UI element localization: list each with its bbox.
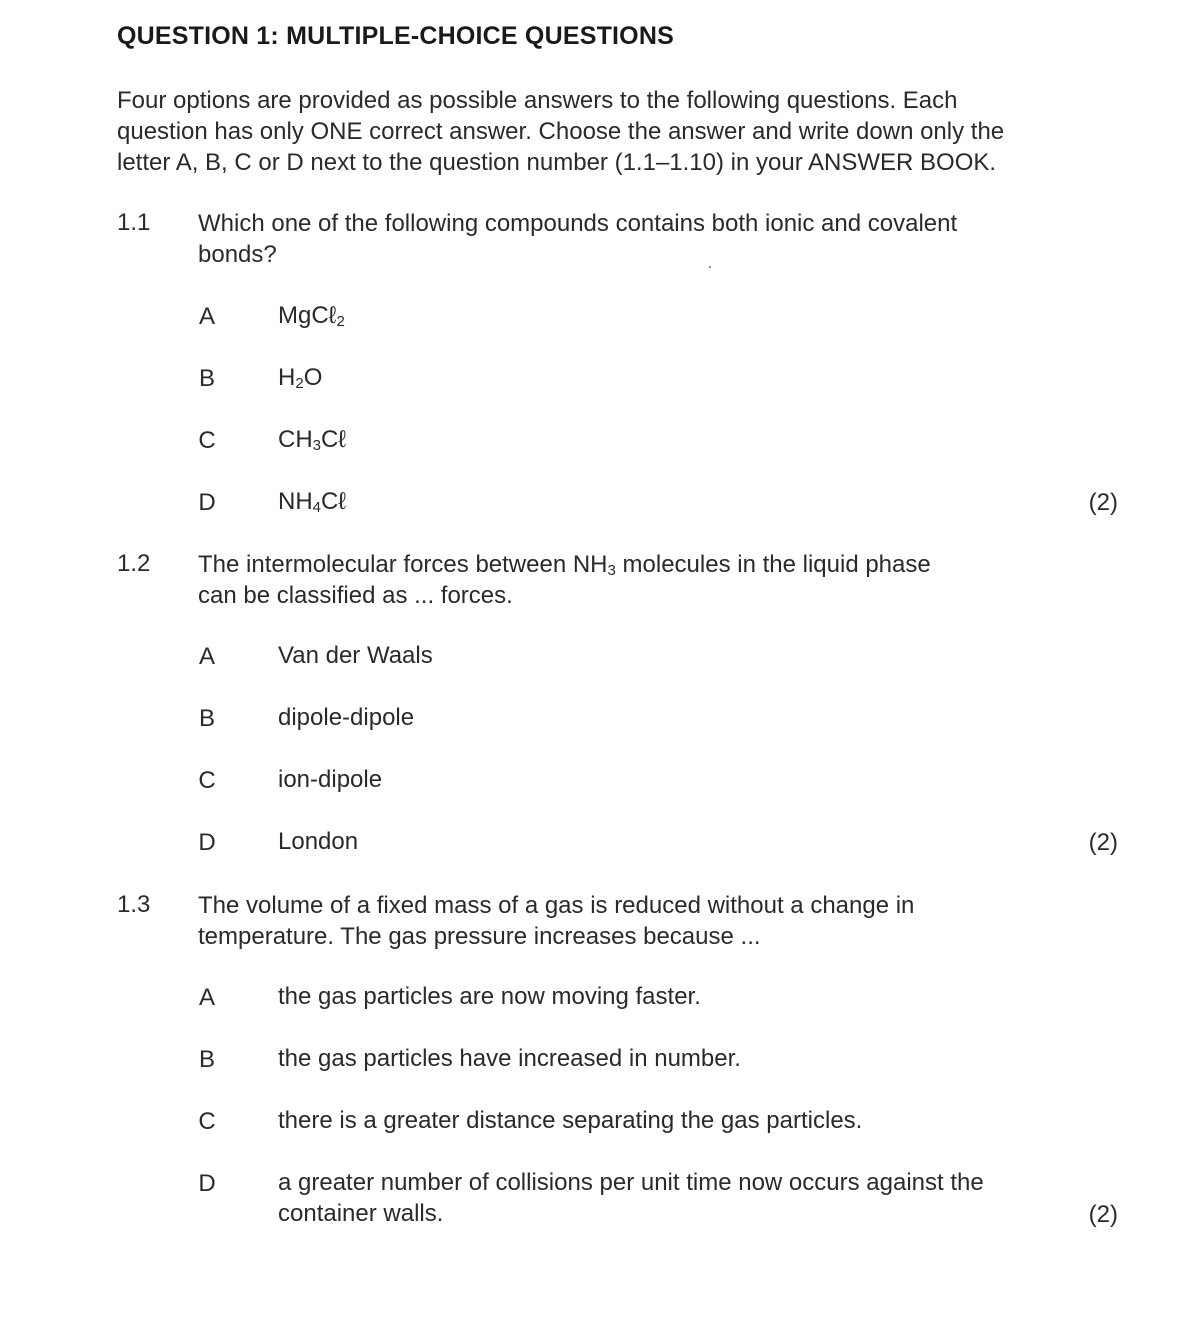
q1-2-marks: (2) — [1088, 829, 1118, 856]
question-1-2-line-2: can be classified as ... forces. — [198, 582, 513, 609]
question-1-3-line-1: The volume of a fixed mass of a gas is reduced without a change in — [198, 892, 915, 919]
q1-2-option-c-letter: C — [198, 767, 216, 794]
q1-2-option-d-text: London — [278, 828, 359, 855]
q1-1-option-d-text: $NH_4C\ell$ — [278, 488, 347, 516]
q1-1-option-b-letter: B — [198, 365, 215, 392]
section-heading: QUESTION 1: MULTIPLE-CHOICE QUESTIONS — [117, 22, 674, 50]
q1-3-option-d-letter: D — [198, 1170, 216, 1197]
q1-3-option-a-letter: A — [198, 984, 215, 1011]
q1-3-option-d-line-1: a greater number of collisions per unit time now occurs against the — [278, 1169, 984, 1196]
question-1-1-stem — [198, 208, 1098, 270]
q1-2-option-a-text: Van der Waals — [278, 642, 433, 669]
q1-3-option-c-text: there is a greater distance separating the gas particles. — [278, 1107, 863, 1134]
scan-speck — [709, 266, 711, 268]
q1-3-marks: (2) — [1088, 1201, 1118, 1228]
question-1-2-line-1: The intermolecular forces between $NH_3$ molecules in the liquid phase — [198, 551, 931, 579]
question-1-3-line-2: temperature. The gas pressure increases because ... — [198, 923, 761, 950]
q1-3-option-d-line-2: container walls. — [278, 1200, 444, 1227]
instructions-line-2: question has only ONE correct answer. Choose the answer and write down only the — [117, 118, 1005, 145]
q1-2-option-a-letter: A — [198, 643, 215, 670]
q1-2-option-b-text: dipole-dipole — [278, 704, 415, 731]
q1-3-option-a-text: the gas particles are now moving faster. — [278, 983, 701, 1010]
q1-1-option-b-text: $H_2O$ — [278, 364, 323, 392]
q1-3-option-c-letter: C — [198, 1108, 216, 1135]
q1-1-marks: (2) — [1088, 489, 1118, 516]
instructions — [117, 85, 1127, 178]
question-1-1-number: 1.1 — [117, 209, 151, 236]
q1-1-option-a-text: MgCℓ$_2$ — [278, 302, 345, 330]
q1-1-option-a-letter: A — [198, 303, 215, 330]
q1-3-option-b-text: the gas particles have increased in number. — [278, 1045, 741, 1072]
question-1-3-stem — [198, 890, 1098, 952]
question-1-3-number: 1.3 — [117, 891, 151, 918]
question-1-1-line-2: bonds? — [198, 241, 277, 268]
instructions-line-1: Four options are provided as possible answers to the following questions. Each — [117, 87, 958, 114]
question-1-2-number: 1.2 — [117, 550, 151, 577]
question-1-1-line-1: Which one of the following compounds contains both ionic and covalent — [198, 210, 958, 237]
q1-1-option-c-letter: C — [198, 427, 216, 454]
q1-2-option-d-letter: D — [198, 829, 216, 856]
q1-3-option-d-text — [278, 1167, 984, 1229]
question-1-2-stem — [198, 549, 1098, 611]
q1-1-option-d-letter: D — [198, 489, 216, 516]
q1-1-option-c-text: $CH_3C\ell$ — [278, 426, 347, 454]
q1-2-option-b-letter: B — [198, 705, 215, 732]
q1-3-option-b-letter: B — [198, 1046, 215, 1073]
q1-2-option-c-text: ion-dipole — [278, 766, 383, 793]
instructions-line-3: letter A, B, C or D next to the question number (1.1–1.10) in your ANSWER BOOK. — [117, 149, 997, 176]
